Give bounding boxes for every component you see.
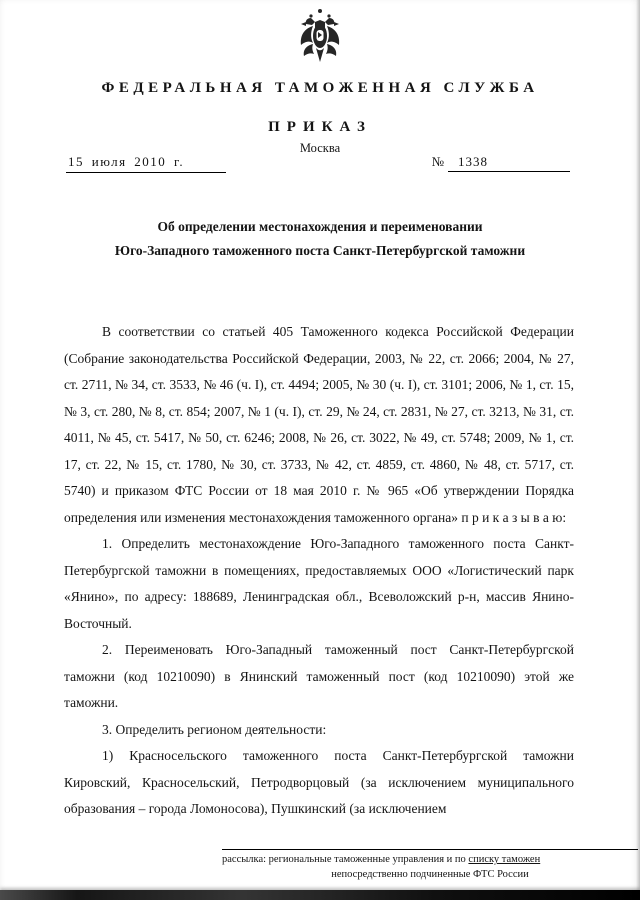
document-meta-row xyxy=(0,154,640,173)
document-body xyxy=(0,319,640,823)
city-label: Москва xyxy=(299,141,341,155)
document-type: ПРИКАЗ xyxy=(268,119,372,135)
document-title-line: Юго-Западного таможенного поста Санкт-Петербургской таможни xyxy=(114,243,526,258)
number-sign: № xyxy=(431,154,444,169)
scan-edge-bottom xyxy=(0,890,640,900)
body-paragraph: 1. Определить местонахождение Юго-Западного таможенного поста Санкт-Петербургской таможни в помещениях, предоставляемых ООО «Логистический парк «Янино», по адресу: 188689, Ленинградская обл., Всеволожский р-н, массив Янино-Восточный. xyxy=(64,536,574,631)
distribution-line xyxy=(222,850,638,867)
document-title xyxy=(0,215,640,263)
agency-name: ФЕДЕРАЛЬНАЯ ТАМОЖЕННАЯ СЛУЖБА xyxy=(101,80,539,96)
distribution-note xyxy=(222,849,638,882)
body-paragraph: В соответствии со статьей 405 Таможенного кодекса Российской Федерации (Собрание законодательства Российской Федерации, 2003, № 22, ст. 2066; 2004, № 27, ст. 2711, № 34, ст. 3533, № 46 (ч. I), ст. 4494; 2005, № 30 (ч. I), ст. 3101; 2006, № 1, ст. 15, № 3, ст. 280, № 8, ст. 854; 2007, № 1 (ч. I), ст. 29, № 24, ст. 2831, № 27, ст. 3213, № 31, ст. 4011, № 45, ст. 5417, № 50, ст. 6246; 2008, № 26, ст. 3022, № 49, ст. 5748; 2009, № 1, ст. 17, ст. 22, № 15, ст. 1780, № 30, ст. 3733, № 42, ст. 4859, ст. 4860, № 48, ст. 5717, ст. 5740) и приказом ФТС России от 18 мая 2010 г. № 965 «Об утверждении Порядка определения или изменения местонахождения таможенного органа» п р и к а з ы в а ю: xyxy=(64,324,574,525)
distribution-line: непосредственно подчиненные ФТС России xyxy=(331,869,529,880)
document-date: 15 июля 2010 г. xyxy=(66,154,226,173)
distribution-list-reference: списку таможен xyxy=(468,854,541,865)
body-paragraph: 3. Определить регионом деятельности: xyxy=(102,721,327,737)
coat-of-arms-icon xyxy=(0,0,640,66)
document-title-line: Об определении местонахождения и переименовании xyxy=(157,219,483,234)
distribution-text: рассылка: региональные таможенные управления и по xyxy=(222,854,469,865)
document-number-group xyxy=(432,154,570,170)
scan-edge-right xyxy=(636,0,640,900)
body-paragraph: 1) Красносельского таможенного поста Санкт-Петербургской таможни Кировский, Красносельский, Петродворцовый (за исключением муниципального образования – города Ломоносова), Пушкинский (за исключением xyxy=(64,748,574,816)
body-paragraph: 2. Переименовать Юго-Западный таможенный пост Санкт-Петербургской таможни (код 10210090) в Янинский таможенный пост (код 10210090) этой же таможни. xyxy=(64,642,574,710)
document-number: 1338 xyxy=(448,154,570,172)
